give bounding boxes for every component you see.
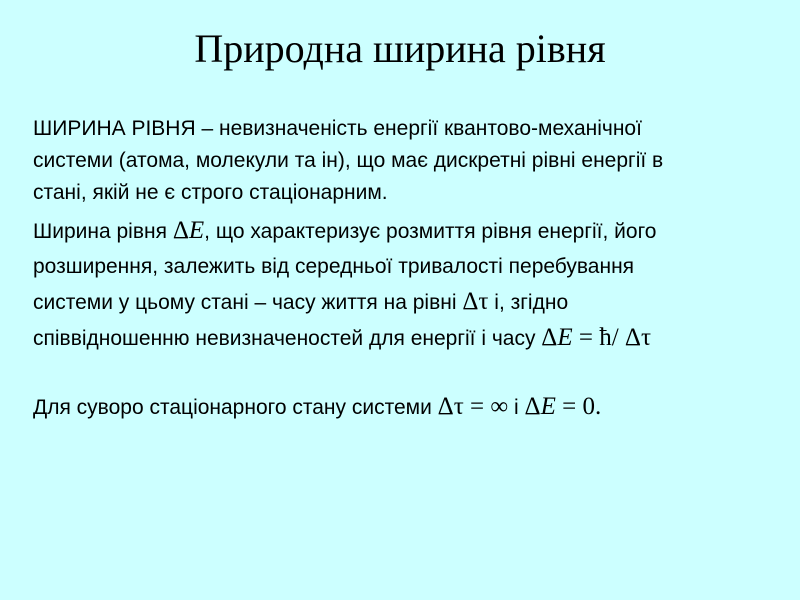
paragraph1-line3: стані, якій не є строго стаціонарним. — [33, 181, 388, 204]
paragraph2-line1-text-a: Ширина рівня — [33, 220, 173, 243]
paragraph2-line2: розширення, залежить від середньої тривалості перебування — [33, 255, 635, 278]
paragraph2-line3-text-a: системи у цьому стані – часу життя на рівні — [33, 291, 463, 314]
delta-symbol: Δ — [541, 324, 558, 351]
paragraph3-line — [33, 392, 601, 423]
paragraph2-line1 — [33, 216, 656, 247]
energy-symbol: E — [188, 217, 205, 244]
paragraph3-text-a: Для суворо стаціонарного стану системи — [33, 396, 438, 419]
equals-zero: = 0. — [555, 393, 602, 420]
paragraph1-line2: системи (атома, молекули та ін), що має дискретні рівні енергії в — [33, 149, 664, 172]
paragraph2-line4-text: співвідношенню невизначеностей для енергії і часу — [33, 327, 542, 350]
energy-symbol: E — [557, 324, 573, 351]
delta-symbol: Δ — [524, 393, 541, 420]
paragraph2-line1-text-b: , що характеризує розмиття рівня енергії, його — [204, 220, 657, 243]
slide-title: Природна ширина рівня — [194, 26, 606, 71]
delta-symbol: Δ — [172, 217, 189, 244]
paragraph2-line4 — [33, 323, 651, 354]
delta-tau-symbol: Δτ — [462, 288, 489, 315]
uncertainty-relation: = ħ/ Δτ — [572, 324, 652, 351]
paragraph2-line3 — [33, 287, 568, 318]
paragraph1-line1: ШИРИНА РІВНЯ – невизначеність енергії квантово-механічної — [33, 117, 642, 140]
paragraph3-text-b: і — [508, 396, 525, 419]
paragraph2-line3-text-b: і, згідно — [488, 291, 569, 314]
delta-tau-infinity: Δτ = ∞ — [437, 393, 509, 420]
energy-symbol: E — [540, 393, 556, 420]
